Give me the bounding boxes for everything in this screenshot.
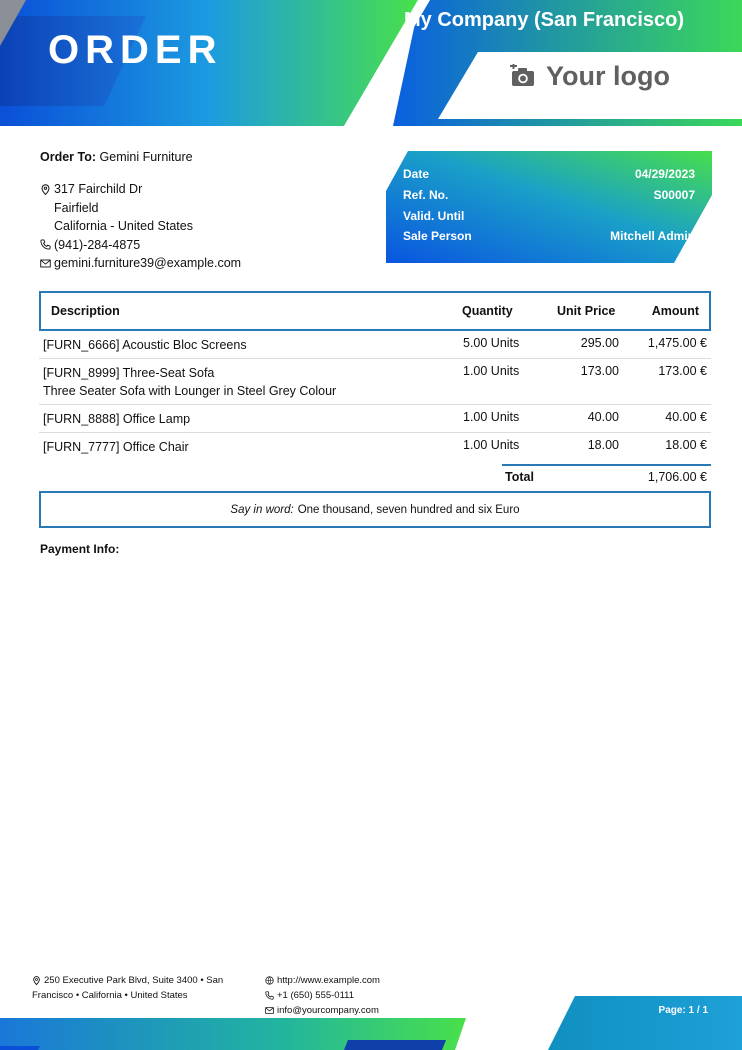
row-description: [FURN_8999] Three-Seat Sofa	[43, 366, 215, 380]
ref-label: Ref. No.	[403, 188, 449, 203]
header-unit-price: Unit Price	[557, 304, 616, 318]
camera-icon	[510, 64, 536, 88]
row-description: [FURN_6666] Acoustic Bloc Screens	[43, 338, 247, 352]
row-amount: 40.00 €	[665, 410, 707, 424]
row-quantity: 1.00 Units	[463, 438, 520, 452]
row-description: [FURN_7777] Office Chair	[43, 440, 189, 454]
row-amount: 1,475.00 €	[647, 336, 707, 350]
row-quantity: 1.00 Units	[463, 410, 520, 424]
ref-value: S00007	[653, 188, 695, 203]
map-marker-icon	[40, 184, 51, 195]
order-info-rows	[403, 164, 695, 247]
row-unit-price: 173.00	[580, 364, 619, 378]
row-note: Three Seater Sofa with Lounger in Steel Grey Colour	[43, 384, 337, 398]
customer-name: Gemini Furniture	[99, 150, 193, 164]
table-row	[39, 433, 711, 460]
company-name: My Company (San Francisco)	[404, 9, 685, 31]
date-label: Date	[403, 167, 430, 182]
footer-website[interactable]: http://www.example.com	[277, 975, 380, 986]
logo-text: Your logo	[546, 60, 670, 91]
customer-city: Fairfield	[54, 200, 99, 215]
row-unit-price: 40.00	[587, 410, 619, 424]
info-row-valid	[403, 205, 695, 226]
header-description: Description	[51, 304, 120, 318]
table-row	[39, 331, 711, 359]
date-value: 04/29/2023	[634, 167, 695, 182]
company-logo[interactable]	[510, 58, 670, 94]
footer-address-line1: 250 Executive Park Blvd, Suite 3400 • San	[44, 975, 224, 986]
header-quantity: Quantity	[462, 304, 513, 318]
row-quantity: 5.00 Units	[463, 336, 520, 350]
row-unit-price: 18.00	[587, 438, 619, 452]
valid-label: Valid. Until	[403, 208, 465, 223]
sale-value: Mitchell Admin	[610, 229, 695, 244]
envelope-icon	[40, 258, 51, 269]
footer-email[interactable]: info@yourcompany.com	[277, 1005, 379, 1016]
order-to-label: Order To:	[40, 150, 97, 164]
footer-background-shapes	[0, 990, 742, 1050]
sale-label: Sale Person	[403, 229, 472, 244]
customer-region: California - United States	[54, 219, 193, 233]
row-unit-price: 295.00	[580, 336, 619, 350]
table-row	[39, 405, 711, 433]
document-title: ORDER	[48, 28, 223, 72]
map-marker-icon	[32, 976, 41, 985]
info-row-ref	[403, 185, 695, 206]
info-row-sale	[403, 226, 695, 247]
customer-address	[40, 180, 241, 273]
say-in-word-box	[39, 491, 711, 528]
row-description: [FURN_8888] Office Lamp	[43, 412, 191, 426]
table-row	[39, 359, 711, 405]
globe-icon	[265, 976, 274, 985]
order-to	[40, 150, 193, 164]
total-divider	[502, 464, 711, 466]
payment-info-label: Payment Info:	[40, 542, 120, 556]
footer-phone: +1 (650) 555-0111	[277, 990, 355, 1001]
row-quantity: 1.00 Units	[463, 364, 520, 378]
page-number: Page: 1 / 1	[658, 1005, 708, 1016]
say-in-word-value: One thousand, seven hundred and six Euro	[297, 503, 520, 516]
phone-icon	[40, 239, 51, 250]
footer-address-line2: Francisco • California • United States	[32, 990, 188, 1001]
customer-street: 317 Fairchild Dr	[54, 182, 143, 196]
row-amount: 18.00 €	[665, 438, 707, 452]
customer-phone: (941)-284-4875	[54, 237, 141, 252]
say-in-word-label: Say in word:	[230, 503, 294, 516]
row-amount: 173.00 €	[658, 364, 707, 378]
info-row-date	[403, 164, 695, 185]
order-lines	[39, 331, 711, 460]
table-header	[39, 291, 711, 331]
customer-email[interactable]: gemini.furniture39@example.com	[54, 256, 242, 270]
total-label: Total	[505, 470, 534, 484]
total-value: 1,706.00 €	[647, 470, 707, 484]
footer-banner	[0, 990, 742, 1050]
header-amount: Amount	[651, 304, 699, 318]
